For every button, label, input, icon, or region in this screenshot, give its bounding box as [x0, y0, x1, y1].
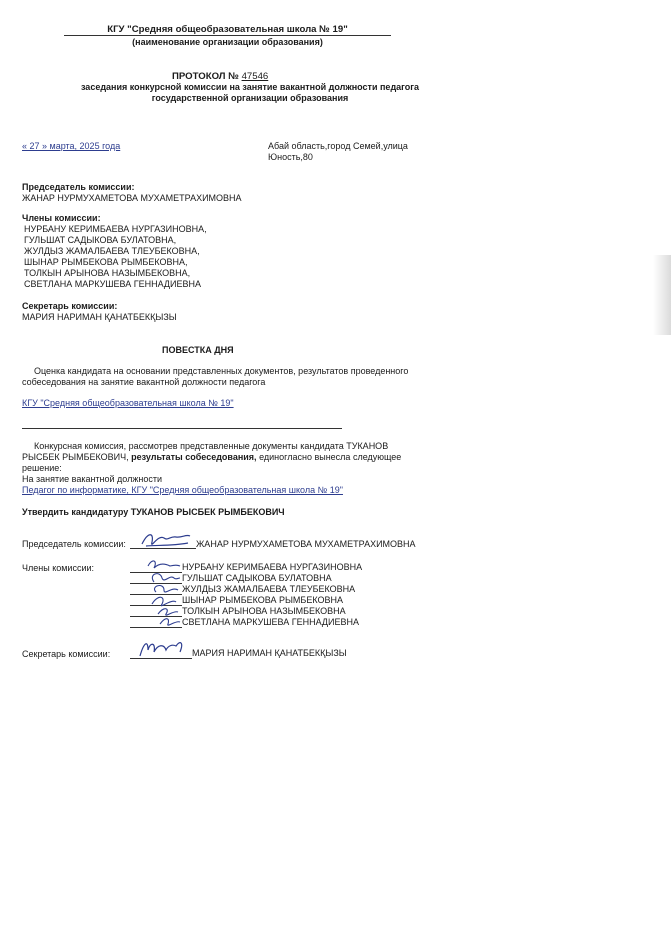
- member-list-item: ТОЛКЫН АРЫНОВА НАЗЫМБЕКОВНА,: [24, 268, 191, 278]
- sig-member-name: СВЕТЛАНА МАРКУШЕВА ГЕННАДИЕВНА: [182, 617, 359, 627]
- org-name: КГУ "Средняя общеобразовательная школа № 19": [107, 24, 348, 35]
- sig-member-name: ШЫНАР РЫМБЕКОВА РЫМБЕКОВНА: [182, 595, 343, 605]
- protocol-title-prefix: ПРОТОКОЛ №: [172, 71, 239, 82]
- decision-line-2: [22, 452, 401, 463]
- agenda-line-1: Оценка кандидата на основании представленных документов, результатов проведенного: [34, 366, 409, 376]
- members-signatures: [136, 556, 196, 630]
- chair-heading: Председатель комиссии:: [22, 182, 135, 192]
- member-list-item: СВЕТЛАНА МАРКУШЕВА ГЕННАДИЕВНА: [24, 279, 201, 289]
- page-edge-shadow: [653, 255, 671, 335]
- decision-line-3: решение:: [22, 463, 62, 473]
- meeting-date: « 27 » марта, 2025 года: [22, 141, 121, 151]
- candidate-name-fragment: РЫСБЕК РЫМБЕКОВИЧ,: [22, 452, 129, 462]
- address-line-1: Абай область,город Семей,улица: [268, 141, 408, 151]
- position-text: Педагог по информатике, КГУ "Средняя общеобразовательная школа № 19": [22, 485, 343, 495]
- sig-secretary-name: МАРИЯ НАРИМАН ҚАНАТБЕКҚЫЗЫ: [192, 648, 347, 658]
- protocol-subtitle-2: государственной организации образования: [151, 93, 349, 103]
- protocol-subtitle-1: заседания конкурсной комиссии на занятие вакантной должности педагога: [80, 82, 420, 92]
- interview-results-fragment: результаты собеседования,: [131, 452, 257, 462]
- secretary-name: МАРИЯ НАРИМАН ҚАНАТБЕКҚЫЗЫ: [22, 312, 177, 322]
- decision-fragment: единогласно вынесла следующее: [259, 452, 402, 462]
- secretary-signature: [136, 636, 188, 660]
- address-line-2: Юность,80: [268, 152, 313, 162]
- approve-text: Утвердить кандидатуру ТУКАНОВ РЫСБЕК РЫМБЕКОВИЧ: [22, 507, 285, 517]
- agenda-separator: [22, 428, 342, 429]
- member-list-item: НУРБАНУ КЕРИМБАЕВА НУРГАЗИНОВНА,: [24, 224, 207, 234]
- sig-member-name: ЖУЛДЫЗ ЖАМАЛБАЕВА ТЛЕУБЕКОВНА: [182, 584, 356, 594]
- header-underline: [64, 35, 391, 36]
- agenda-heading: ПОВЕСТКА ДНЯ: [162, 345, 234, 355]
- sig-member-name: ТОЛКЫН АРЫНОВА НАЗЫМБЕКОВНА: [182, 606, 346, 616]
- decision-line-1: Конкурсная комиссия, рассмотрев представленные документы кандидата ТУКАНОВ: [34, 441, 389, 451]
- protocol-number: 47546: [241, 71, 269, 82]
- sig-member-name: ГУЛЬШАТ САДЫКОВА БУЛАТОВНА: [182, 573, 332, 583]
- member-list-item: ШЫНАР РЫМБЕКОВА РЫМБЕКОВНА,: [24, 257, 188, 267]
- sig-members-label: Члены комиссии:: [22, 563, 95, 573]
- member-list-item: ГУЛЬШАТ САДЫКОВА БУЛАТОВНА,: [24, 235, 177, 245]
- chair-name: ЖАНАР НУРМУХАМЕТОВА МУХАМЕТРАХИМОВНА: [22, 193, 242, 203]
- protocol-title: [172, 71, 286, 82]
- sig-chair-label: Председатель комиссии:: [22, 539, 126, 549]
- agenda-line-2: собеседования на занятие вакантной должности педагога: [22, 377, 266, 387]
- sig-chair-name: ЖАНАР НУРМУХАМЕТОВА МУХАМЕТРАХИМОВНА: [196, 539, 416, 549]
- chair-signature: [138, 528, 194, 552]
- secretary-heading: Секретарь комиссии:: [22, 301, 118, 311]
- member-list-item: ЖУЛДЫЗ ЖАМАЛБАЕВА ТЛЕУБЕКОВНА,: [24, 246, 200, 256]
- decision-line-4: На занятие вакантной должности: [22, 474, 163, 484]
- org-caption: (наименование организации образования): [132, 37, 323, 47]
- sig-member-name: НУРБАНУ КЕРИМБАЕВА НУРГАЗИНОВНА: [182, 562, 363, 572]
- agenda-org: КГУ "Средняя общеобразовательная школа № 19": [22, 398, 234, 408]
- members-heading: Члены комиссии:: [22, 213, 101, 223]
- sig-secretary-label: Секретарь комиссии:: [22, 649, 111, 659]
